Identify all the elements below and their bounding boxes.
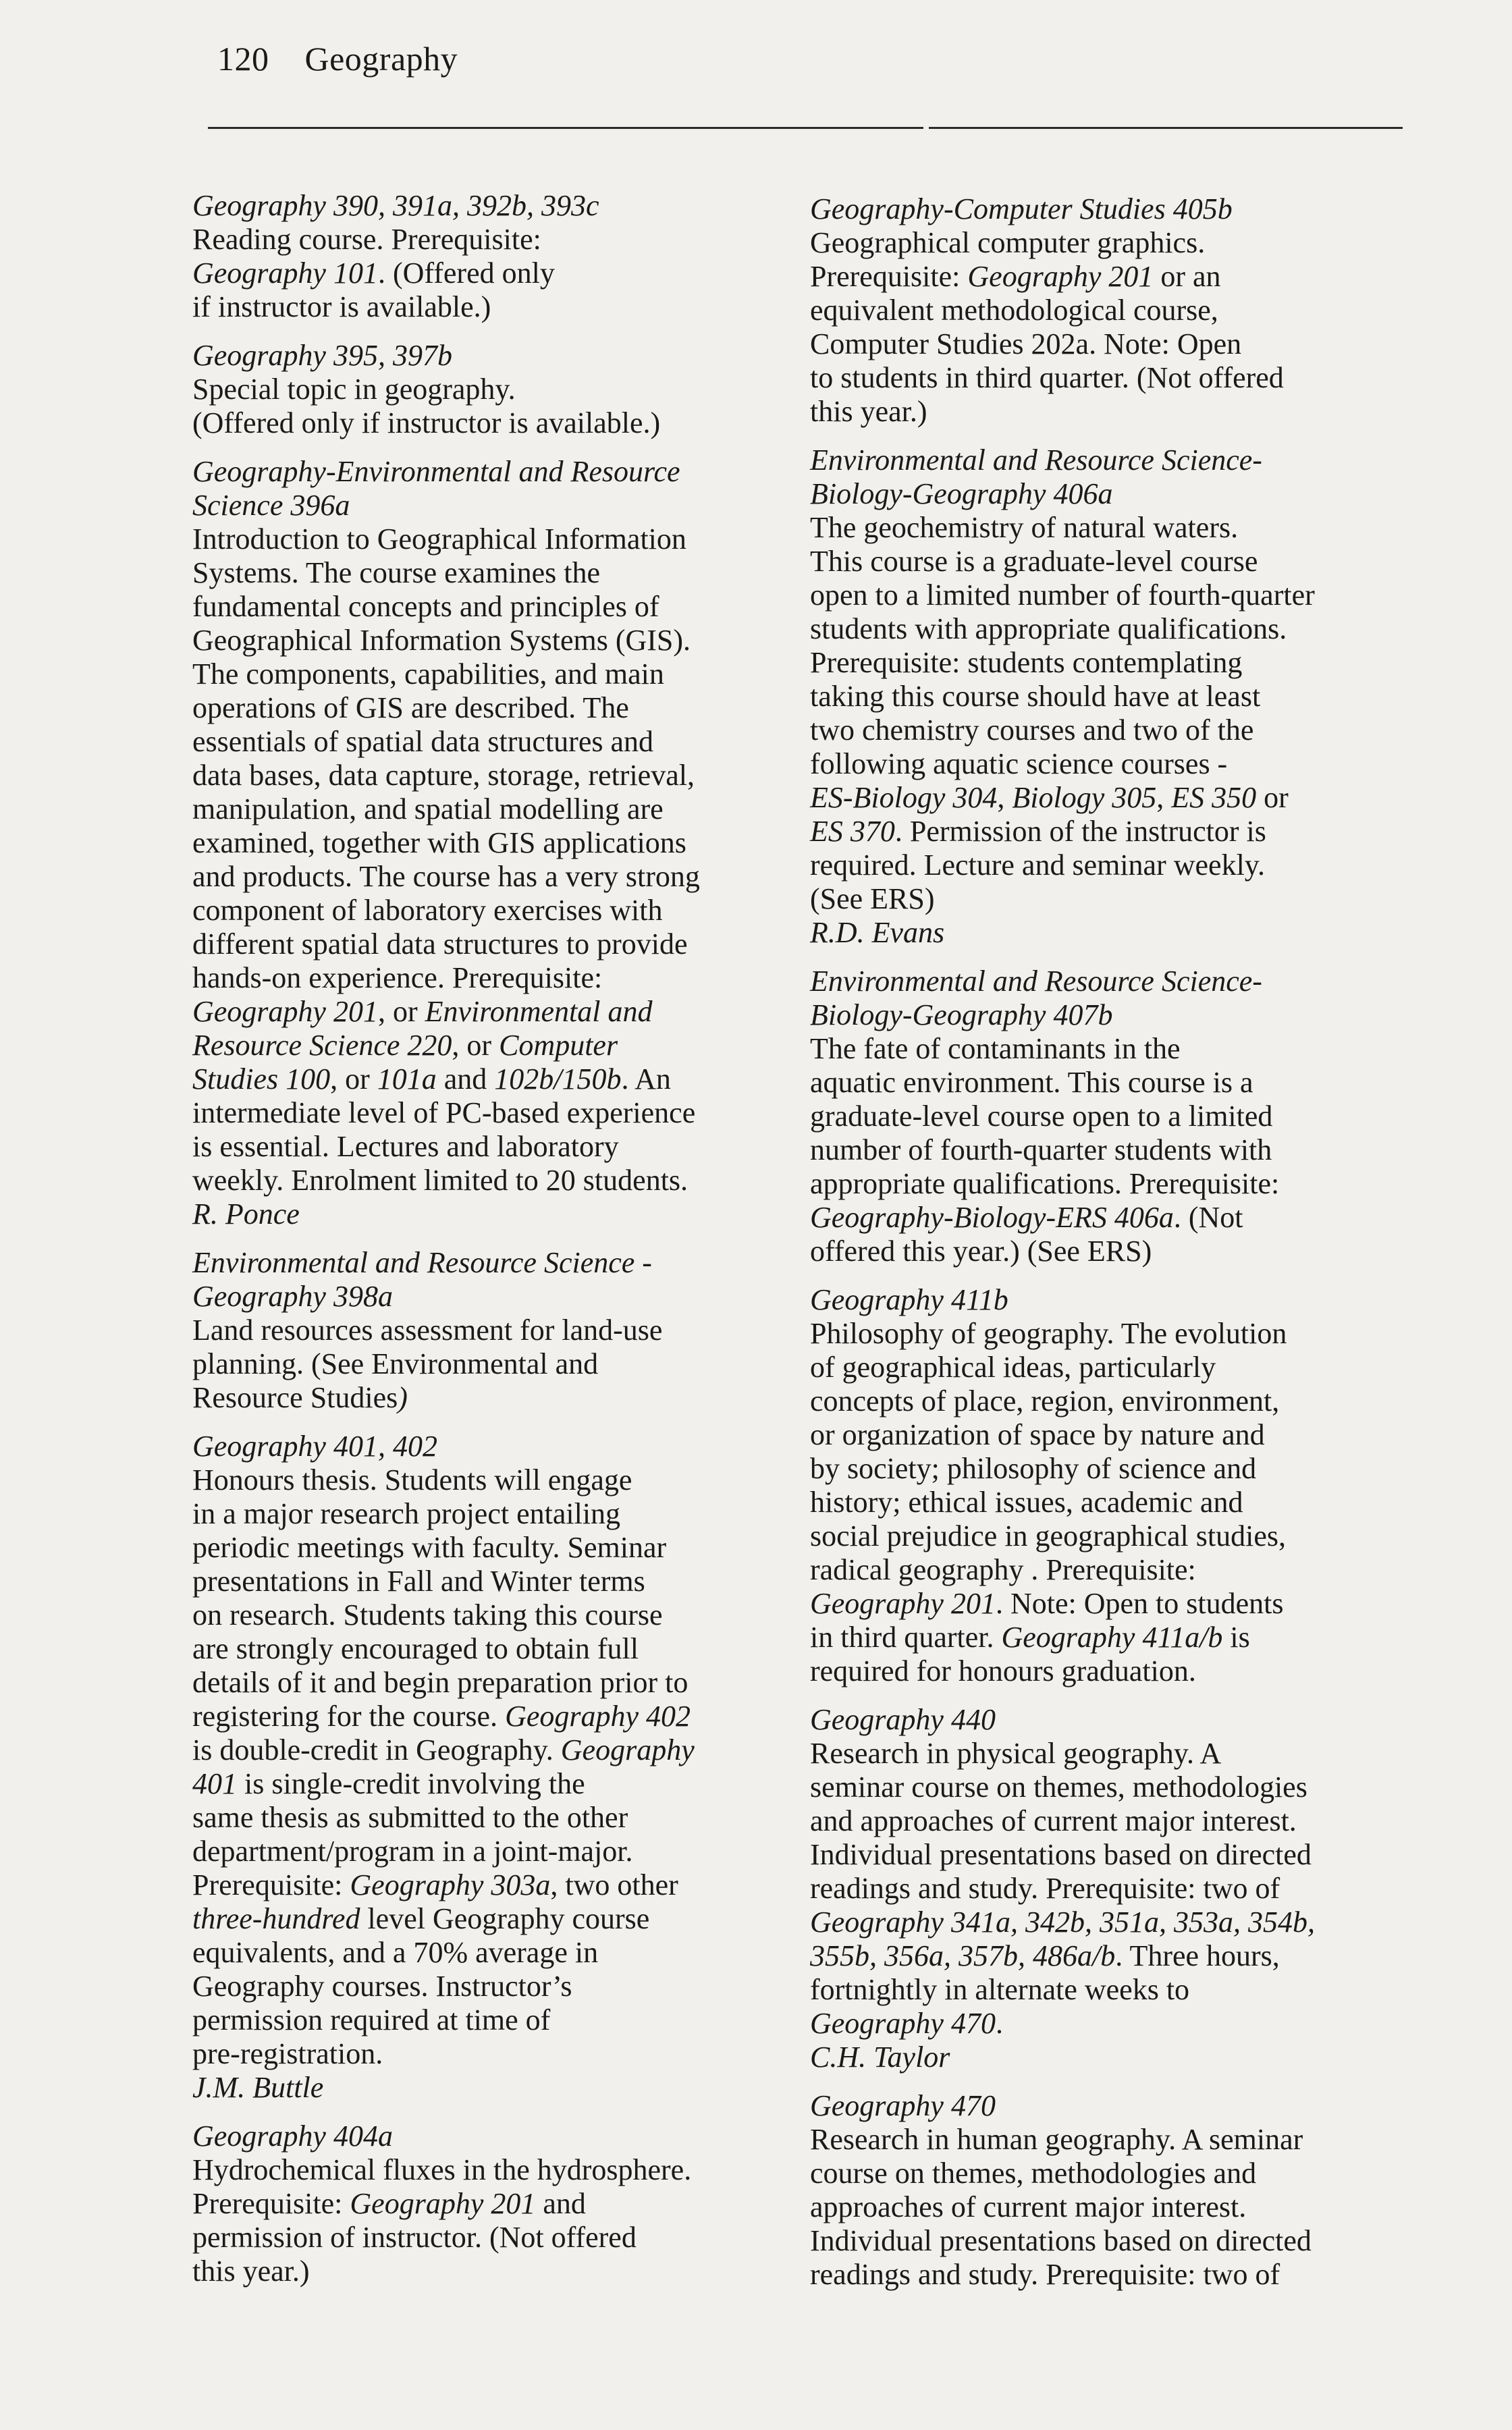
course-description (192, 522, 800, 1197)
text: Resource Studies (192, 1381, 398, 1414)
course-title-line: Environmental and Resource Science- (810, 443, 1262, 477)
italic-text: Geography 411a/b (1001, 1621, 1223, 1654)
description-line (192, 1936, 800, 1970)
instructor-name: C.H. Taylor (810, 2041, 950, 2074)
description-line (192, 1347, 800, 1381)
description-line (810, 1906, 1407, 1939)
text: periodic meetings with faculty. Seminar (192, 1531, 667, 1564)
description-line (810, 1939, 1407, 1973)
description-line (192, 1868, 800, 1902)
text: (See ERS) (810, 882, 935, 915)
description-line (192, 1381, 800, 1415)
course-entry (810, 965, 1407, 1268)
page-number: 120 (217, 40, 269, 78)
course-title-line: Geography 404a (192, 2120, 393, 2153)
description-line (192, 759, 800, 792)
text: , (1156, 781, 1172, 814)
header-rule-right (929, 127, 1403, 129)
text: required for honours graduation. (810, 1654, 1196, 1688)
page-title: Geography (304, 40, 458, 78)
text: is single-credit involving the (237, 1767, 585, 1800)
text: social prejudice in geographical studies, (810, 1519, 1286, 1552)
text: in a major research project entailing (192, 1497, 621, 1530)
description-line (810, 1235, 1407, 1268)
text: pre-registration. (192, 2037, 383, 2070)
course-description (192, 1463, 800, 2071)
course-title (192, 1246, 800, 1314)
italic-text: Geography 341a, 342b, 351a, 353a, 354b, (810, 1906, 1315, 1939)
text: The geochemistry of natural waters. (810, 511, 1239, 544)
course-entry (810, 1283, 1407, 1688)
instructor-name: R. Ponce (192, 1197, 300, 1231)
description-line (192, 1835, 800, 1868)
text: number of fourth-quarter students with (810, 1133, 1272, 1166)
description-line (192, 1598, 800, 1632)
description-line (192, 1632, 800, 1666)
description-line (192, 406, 800, 440)
text: . (995, 2007, 1003, 2040)
description-line (810, 747, 1407, 781)
description-line (810, 1452, 1407, 1486)
page-header (217, 39, 458, 78)
course-description (192, 223, 800, 324)
course-entry (810, 1703, 1407, 2074)
course-description (810, 226, 1407, 429)
text: permission required at time of (192, 2003, 551, 2036)
text: weekly. Enrolment limited to 20 students. (192, 1164, 688, 1197)
text: following aquatic science courses - (810, 747, 1228, 780)
text: (Offered only if instructor is available.) (192, 406, 661, 439)
text: hands-on experience. Prerequisite: (192, 961, 603, 994)
course-description (192, 373, 800, 440)
description-line (192, 290, 800, 324)
description-line (192, 2037, 800, 2071)
description-line (192, 1164, 800, 1197)
text: graduate-level course open to a limited (810, 1100, 1273, 1133)
course-title-line: Biology-Geography 407b (810, 998, 1113, 1031)
description-line (192, 1096, 800, 1130)
course-entry (192, 189, 800, 324)
text: open to a limited number of fourth-quarter (810, 578, 1315, 612)
course-title-line: Geography 390, 391a, 392b, 393c (192, 189, 599, 222)
course-entry (192, 2120, 800, 2288)
text: appropriate qualifications. Prerequisite: (810, 1167, 1280, 1200)
course-entry (192, 1430, 800, 2105)
text: Research in physical geography. A (810, 1737, 1222, 1770)
description-line (810, 2224, 1407, 2258)
description-line (810, 1587, 1407, 1621)
description-line (810, 815, 1407, 848)
course-title (810, 2089, 1407, 2123)
text: equivalents, and a 70% average in (192, 1936, 599, 1969)
description-line (192, 1130, 800, 1164)
text: Land resources assessment for land-use (192, 1314, 663, 1347)
description-line (192, 522, 800, 556)
italic-text: Resource Science 220 (192, 1029, 452, 1062)
course-description (810, 511, 1407, 916)
text: level Geography course (360, 1902, 650, 1935)
course-title (192, 339, 800, 373)
text: This course is a graduate-level course (810, 545, 1258, 578)
course-entry (810, 2089, 1407, 2292)
description-line (810, 1351, 1407, 1384)
text: Systems. The course examines the (192, 556, 601, 589)
text: planning. (See Environmental and (192, 1347, 599, 1380)
text: by society; philosophy of science and (810, 1452, 1257, 1485)
course-title (810, 1703, 1407, 1737)
text: course on themes, methodologies and (810, 2157, 1257, 2190)
text: operations of GIS are described. The (192, 691, 629, 724)
text: readings and study. Prerequisite: two of (810, 1872, 1280, 1905)
text: Individual presentations based on directed (810, 2224, 1312, 2257)
course-title-line: Geography 401, 402 (192, 1430, 437, 1463)
description-line (810, 848, 1407, 882)
description-line (810, 1133, 1407, 1167)
description-line (810, 646, 1407, 680)
description-line (810, 2258, 1407, 2292)
description-line (810, 1838, 1407, 1872)
description-line (810, 1654, 1407, 1688)
course-title (192, 2120, 800, 2153)
text: this year.) (810, 395, 927, 428)
text: Research in human geography. A seminar (810, 2123, 1303, 2156)
description-line (810, 361, 1407, 395)
description-line (192, 1062, 800, 1096)
course-description (810, 1317, 1407, 1688)
description-line (810, 1553, 1407, 1587)
course-title (192, 455, 800, 522)
description-line (192, 1970, 800, 2003)
course-title-line: Geography 398a (192, 1280, 393, 1313)
text: required. Lecture and seminar weekly. (810, 848, 1265, 882)
text: concepts of place, region, environment, (810, 1384, 1280, 1418)
italic-text: 355b, 356a, 357b, 486a/b (810, 1939, 1116, 1972)
italic-text: Studies 100 (192, 1062, 331, 1096)
text: Prerequisite: (192, 1868, 350, 1901)
description-line (810, 1519, 1407, 1553)
course-title (192, 189, 800, 223)
text: . (Not (1173, 1201, 1243, 1234)
description-line (192, 1497, 800, 1531)
description-line (810, 511, 1407, 545)
description-line (192, 1902, 800, 1936)
course-title-line: Geography 470 (810, 2089, 996, 2122)
description-line (810, 1872, 1407, 1906)
course-title (192, 1430, 800, 1463)
text: of geographical ideas, particularly (810, 1351, 1216, 1384)
text: on research. Students taking this course (192, 1598, 663, 1631)
italic-text: 401 (192, 1767, 237, 1800)
description-line (192, 1463, 800, 1497)
text: students with appropriate qualifications. (810, 612, 1287, 645)
description-line (192, 2153, 800, 2187)
course-title-line: Geography 395, 397b (192, 339, 452, 372)
description-line (192, 2187, 800, 2221)
course-entry (192, 455, 800, 1231)
text: . (Offered only (377, 256, 555, 290)
description-line (192, 624, 800, 657)
text: essentials of spatial data structures and (192, 725, 654, 758)
text: and (436, 1062, 495, 1096)
text: , or (377, 995, 425, 1028)
course-description (810, 1032, 1407, 1268)
italic-text: ES 350 (1171, 781, 1257, 814)
description-line (810, 1486, 1407, 1519)
description-line (810, 260, 1407, 294)
italic-text: Geography (560, 1733, 695, 1766)
description-line (192, 1531, 800, 1565)
description-line (810, 680, 1407, 713)
course-entry (810, 192, 1407, 429)
description-line (810, 713, 1407, 747)
text: this year.) (192, 2254, 310, 2288)
course-title-line: Environmental and Resource Science- (810, 965, 1262, 998)
description-line (810, 226, 1407, 260)
description-line (192, 1700, 800, 1733)
text: history; ethical issues, academic and (810, 1486, 1243, 1519)
description-line (810, 578, 1407, 612)
description-line (810, 781, 1407, 815)
description-line (810, 1737, 1407, 1771)
text: examined, together with GIS applications (192, 826, 686, 859)
text: to students in third quarter. (Not offered (810, 361, 1284, 394)
course-entry (810, 443, 1407, 950)
italic-text: Geography 201 (810, 1587, 996, 1620)
right-column (810, 192, 1407, 2306)
course-entry (192, 339, 800, 440)
text: , or (452, 1029, 500, 1062)
text: or (1256, 781, 1289, 814)
italic-text: Environmental and (425, 995, 653, 1028)
description-line (192, 1314, 800, 1347)
description-line (810, 545, 1407, 578)
course-title-line: Geography 440 (810, 1703, 996, 1736)
course-title-line: Geography-Computer Studies 405b (810, 192, 1233, 225)
text: component of laboratory exercises with (192, 894, 663, 927)
description-line (810, 1771, 1407, 1804)
text: Individual presentations based on directed (810, 1838, 1312, 1871)
description-line (192, 792, 800, 826)
italic-text: 101a (377, 1062, 437, 1096)
instructor-name: R.D. Evans (810, 916, 945, 949)
text: permission of instructor. (Not offered (192, 2221, 637, 2254)
course-description (810, 1737, 1407, 2041)
description-line (192, 725, 800, 759)
text: manipulation, and spatial modelling are (192, 792, 664, 826)
header-rule-left (208, 127, 923, 129)
italic-text: Geography 470 (810, 2007, 996, 2040)
text: same thesis as submitted to the other (192, 1801, 628, 1834)
description-line (192, 1733, 800, 1767)
text: . An (621, 1062, 671, 1096)
italic-text: Geography-Biology-ERS 406a (810, 1201, 1174, 1234)
text: fundamental concepts and principles of (192, 590, 659, 623)
text: Prerequisite: students contemplating (810, 646, 1243, 679)
description-line (192, 1565, 800, 1598)
description-line (810, 1100, 1407, 1133)
text: , (997, 781, 1013, 814)
text: offered this year.) (See ERS) (810, 1235, 1152, 1268)
description-line (192, 2003, 800, 2037)
course-entry (192, 1246, 800, 1415)
description-line (192, 995, 800, 1029)
description-line (810, 1317, 1407, 1351)
description-line (810, 1066, 1407, 1100)
italic-text: 102b/150b (494, 1062, 622, 1096)
description-line (810, 1384, 1407, 1418)
description-line (192, 1801, 800, 1835)
text: Prerequisite: (192, 2187, 350, 2220)
italic-text: Computer (499, 1029, 618, 1062)
course-title-line: Geography 411b (810, 1283, 1008, 1316)
text: details of it and begin preparation prior to (192, 1666, 688, 1699)
description-line (810, 327, 1407, 361)
description-line (192, 590, 800, 624)
text: taking this course should have at least (810, 680, 1261, 713)
description-line (810, 395, 1407, 429)
text: and approaches of current major interest. (810, 1804, 1297, 1837)
italic-text: ) (398, 1381, 408, 1414)
text: if instructor is available.) (192, 290, 491, 323)
description-line (192, 894, 800, 927)
description-line (192, 556, 800, 590)
italic-text: Geography 101 (192, 256, 378, 290)
course-description (192, 1314, 800, 1415)
instructor-name: J.M. Buttle (192, 2071, 324, 2104)
description-line (810, 2190, 1407, 2224)
italic-text: Geography 201 (350, 2187, 536, 2220)
description-line (192, 961, 800, 995)
text: different spatial data structures to provide (192, 927, 688, 961)
description-line (192, 256, 800, 290)
italic-text: Geography 402 (505, 1700, 691, 1733)
description-line (192, 860, 800, 894)
text: Honours thesis. Students will engage (192, 1463, 632, 1496)
text: approaches of current major interest. (810, 2190, 1247, 2223)
text: Prerequisite: (810, 260, 968, 293)
description-line (810, 882, 1407, 916)
description-line (192, 2254, 800, 2288)
text: or an (1153, 260, 1221, 293)
italic-text: ES-Biology 304 (810, 781, 998, 814)
text: equivalent methodological course, (810, 294, 1218, 327)
text: or organization of space by nature and (810, 1418, 1265, 1451)
text: , or (330, 1062, 377, 1096)
course-title (810, 192, 1407, 226)
description-line (192, 657, 800, 691)
description-line (810, 1804, 1407, 1838)
text: in third quarter. (810, 1621, 1002, 1654)
text: . Permission of the instructor is (894, 815, 1266, 848)
description-line (810, 2157, 1407, 2190)
description-line (810, 1973, 1407, 2007)
description-line (192, 373, 800, 406)
description-line (810, 612, 1407, 646)
italic-text: Geography 201 (967, 260, 1154, 293)
text: presentations in Fall and Winter terms (192, 1565, 645, 1598)
description-line (810, 1621, 1407, 1654)
text: Introduction to Geographical Information (192, 522, 686, 556)
italic-text: Geography 201 (192, 995, 378, 1028)
text: radical geography . Prerequisite: (810, 1553, 1196, 1586)
text: aquatic environment. This course is a (810, 1066, 1253, 1099)
course-description (810, 2123, 1407, 2292)
text: fortnightly in alternate weeks to (810, 1973, 1190, 2006)
text: . Note: Open to students (995, 1587, 1284, 1620)
left-column (192, 189, 800, 2303)
course-title (810, 1283, 1407, 1317)
description-line (810, 1201, 1407, 1235)
text: Geographical computer graphics. (810, 226, 1206, 259)
text: is (1222, 1621, 1250, 1654)
text: Reading course. Prerequisite: (192, 223, 541, 256)
description-line (810, 1032, 1407, 1066)
course-title-line: Biology-Geography 406a (810, 477, 1113, 510)
text: Hydrochemical fluxes in the hydrosphere. (192, 2153, 692, 2186)
description-line (192, 691, 800, 725)
text: Geographical Information Systems (GIS). (192, 624, 691, 657)
description-line (810, 1418, 1407, 1452)
text: Geography courses. Instructor’s (192, 1970, 572, 2003)
description-line (810, 1167, 1407, 1201)
description-line (192, 223, 800, 256)
text: and products. The course has a very strong (192, 860, 700, 893)
description-line (192, 927, 800, 961)
description-line (192, 1767, 800, 1801)
text: department/program in a joint-major. (192, 1835, 633, 1868)
course-title-line: Geography-Environmental and Resource (192, 455, 680, 488)
description-line (810, 294, 1407, 327)
text: The components, capabilities, and main (192, 657, 664, 691)
text: readings and study. Prerequisite: two of (810, 2258, 1280, 2291)
description-line (192, 2221, 800, 2254)
italic-text: ES 370 (810, 815, 895, 848)
course-title (810, 965, 1407, 1032)
text: , two other (550, 1868, 678, 1901)
course-title-line: Science 396a (192, 489, 350, 522)
text: Philosophy of geography. The evolution (810, 1317, 1287, 1350)
text: . Three hours, (1115, 1939, 1280, 1972)
course-description (192, 2153, 800, 2288)
text: intermediate level of PC-based experience (192, 1096, 696, 1129)
description-line (192, 1666, 800, 1700)
text: The fate of contaminants in the (810, 1032, 1181, 1065)
text: registering for the course. (192, 1700, 506, 1733)
course-title (810, 443, 1407, 511)
text: is double-credit in Geography. (192, 1733, 561, 1766)
italic-text: three-hundred (192, 1902, 360, 1935)
text: Computer Studies 202a. Note: Open (810, 327, 1242, 360)
description-line (810, 2007, 1407, 2041)
course-title-line: Environmental and Resource Science - (192, 1246, 652, 1279)
italic-text: Biology 305 (1012, 781, 1157, 814)
description-line (810, 2123, 1407, 2157)
text: data bases, data capture, storage, retrieval, (192, 759, 695, 792)
text: is essential. Lectures and laboratory (192, 1130, 619, 1163)
text: seminar course on themes, methodologies (810, 1771, 1307, 1804)
description-line (192, 826, 800, 860)
description-line (192, 1029, 800, 1062)
text: two chemistry courses and two of the (810, 713, 1254, 747)
text: Special topic in geography. (192, 373, 516, 406)
text: and (535, 2187, 586, 2220)
text: are strongly encouraged to obtain full (192, 1632, 639, 1665)
italic-text: Geography 303a (350, 1868, 551, 1901)
